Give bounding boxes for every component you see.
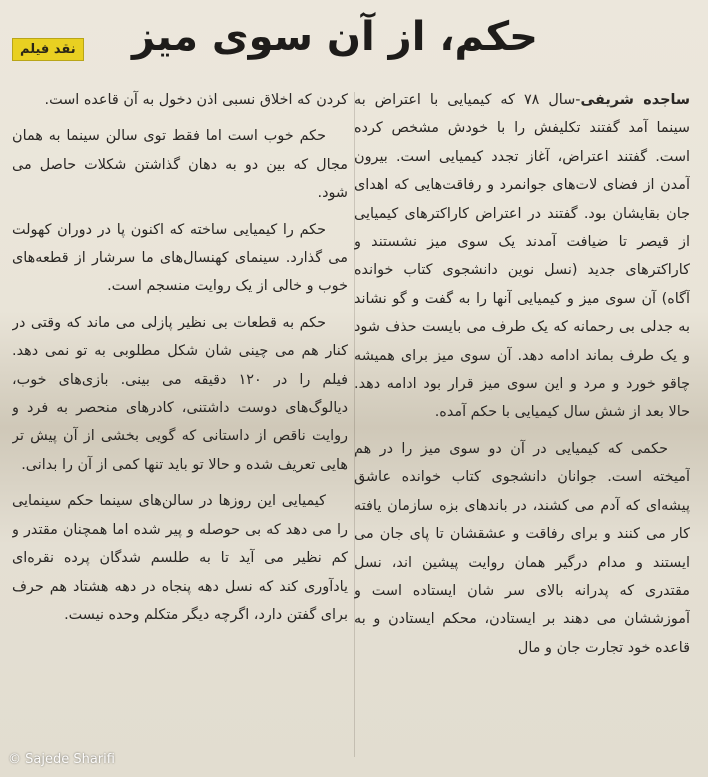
- right-column: [354, 86, 690, 766]
- left-column: [12, 86, 348, 766]
- paragraph: حکم خوب است اما فقط توی سالن سینما به همان مجال که بین دو به دهان گذاشتن شکلات حاصل می شود.: [12, 128, 348, 202]
- photo-credit: © Sajede Sharifi: [8, 752, 115, 767]
- paragraph: کیمیایی این روزها در سالن‌های سینما حکم سینمایی را می دهد که بی حوصله و پیر شده اما همچنان مقتدر و کم نظیر می آید تا به طلسم شدگان پرده نقره‌ای یادآوری کند که نسل دهه پنجاه در دهه هشتاد هم حرف برای گفتن دارد، اگرچه دیگر متکلم وحده نیست.: [12, 493, 348, 623]
- section-badge: نقد فیلم: [12, 38, 84, 61]
- article-header: [0, 8, 708, 80]
- paragraph: حکم به قطعات بی نظیر پازلی می ماند که وقتی در کنار هم می چینی شان شکل مطلوبی به تو نمی دهد. فیلم را در ۱۲۰ دقیقه می بینی. بازی‌های خوب، دیالوگ‌های دوست داشتنی، کادرهای منحصر به فرد و روایت ناقص از داستانی که گویی بخشی از آن پیش تر هایی تعریف شده و حالا تو باید تنها کمی از آن را بدانی.: [12, 314, 348, 473]
- paragraph-text: -سال ۷۸ که کیمیایی با اعتراض به سینما آمد گفتند تکلیفش را با خودش مشخص کرده است. گفتند اعتراض، آغاز تجدد کیمیایی است. بیرون آمدن از فضای لات‌های جوانمرد و رفاقت‌هایی که اهدای جان بقایشان بود. گفتند در اعتراض کاراکترهای کیمیایی از قیصر تا ضیافت آمدند یک سوی میز نشستند و کاراکترهای جدید (نسل نوین دانشجوی کتاب خوانده آگاه) آن سوی میز و کیمیایی آنها را به گفت و گو نشاند به جدلی بی رحمانه که یک طرف می بایست حذف شود و یک طرف بماند ادامه دهد. آن سوی میز برای همیشه چاقو خورد و مرد و این سوی میز قرار بود ادامه دهد. حالا بعد از شش سال کیمیایی با حکم آمده.: [354, 92, 690, 421]
- author-byline: ساجده شریفی: [580, 92, 690, 108]
- headline: حکم، از آن سوی میز: [132, 14, 538, 60]
- paragraph: حکم را کیمیایی ساخته که اکنون پا در دوران کهولت می گذارد. سینمای کهنسال‌های ما سرشار از قطعه‌های خوب و خالی از یک روایت منسجم است.: [12, 221, 348, 295]
- column-divider: [354, 92, 355, 757]
- paragraph: کردن که اخلاق نسبی اذن دخول به آن قاعده است.: [44, 92, 348, 108]
- paragraph: حکمی که کیمیایی در آن دو سوی میز را در هم آمیخته است. جوانان دانشجوی کتاب خوانده عاشق پیشه‌ای که آدم می کشند، در باندهای بزه سازمان یافته کار می کنند و برای رفاقت و عشقشان تا پای جان می ایستند و مدام درگیر همان روایت پیشین اند، نسل مقتدری که پدرانه بالای سر شان ایستاده است و آموزششان می دهند بر ایستادن، محکم ایستادن و به قاعده خود تجارت جان و مال: [354, 440, 690, 656]
- paragraph: [354, 86, 690, 427]
